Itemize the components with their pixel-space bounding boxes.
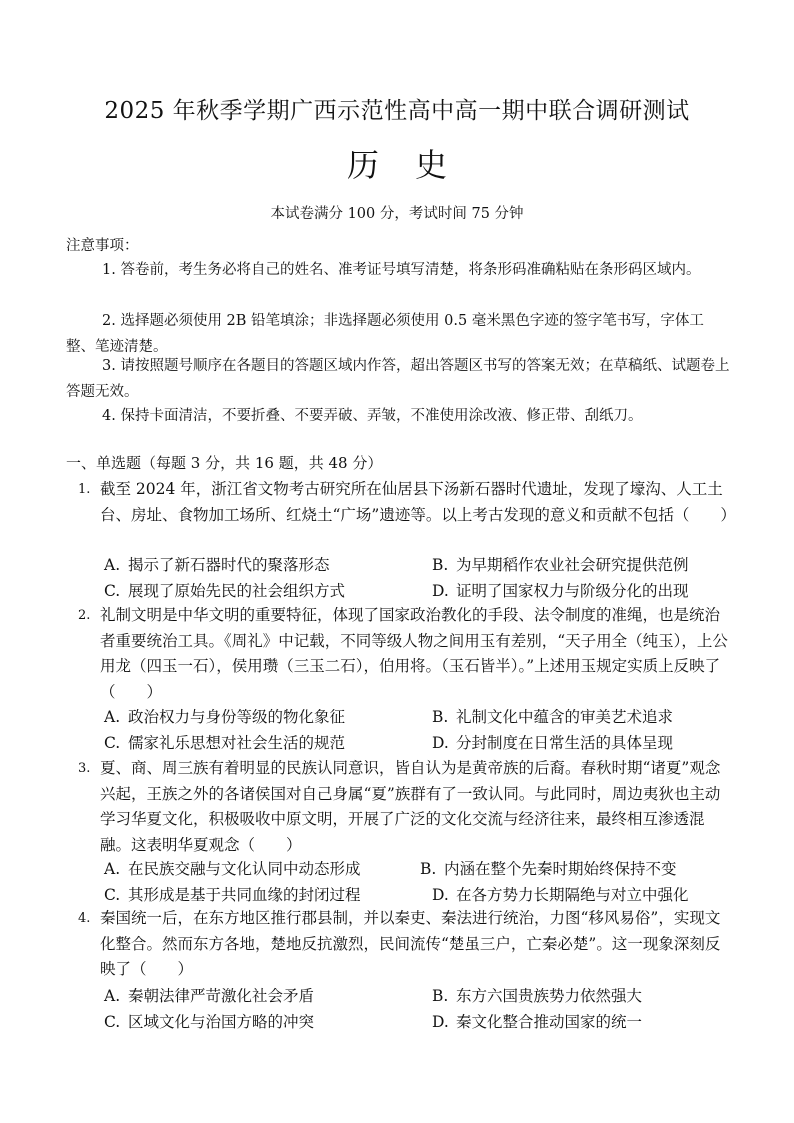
option-letter: A. [104,860,121,878]
option-text: 东方六国贵族势力依然强大 [456,987,643,1005]
option-letter: B. [420,860,437,878]
question-stem: 礼制文明是中华文明的重要特征，体现了国家政治教化的手段、法令制度的准绳，也是统治者重要统治工具。《周礼》中记载，不同等级人物之间用玉有差别，“天子用全（纯玉），上公用龙（四玉一石），侯用瓒（三玉二石），伯用将。（玉石皆半）。”上述用玉规定实质上反映了（ ） [100,606,728,701]
option-b[interactable] [432,553,689,575]
subject-char-1: 历 [346,146,379,184]
option-letter: D. [432,582,449,600]
question-3 [78,756,732,858]
question-4 [78,906,732,983]
option-text: 展现了原始先民的社会组织方式 [128,582,346,600]
question-number: 1. [78,482,91,497]
question-stem: 秦国统一后，在东方地区推行郡县制，并以秦吏、秦法进行统治，力图“移风易俗”，实现文化整合。然而东方各地，楚地反抗激烈，民间流传“楚虽三户，亡秦必楚”。这一现象深刻反映了（ ） [100,909,721,978]
option-letter: C. [104,1013,121,1031]
option-letter: C. [104,582,121,600]
option-a[interactable] [104,705,345,727]
option-letter: C. [104,734,121,752]
option-text: 为早期稻作农业社会研究提供范例 [456,556,689,574]
option-text: 证明了国家权力与阶级分化的出现 [456,582,689,600]
option-a[interactable] [104,857,361,879]
question-number: 3. [78,761,91,776]
option-letter: B. [432,708,449,726]
option-text: 政治权力与身份等级的物化象征 [128,708,346,726]
option-text: 分封制度在日常生活的具体呈现 [456,734,674,752]
question-number: 4. [78,911,91,926]
subject-char-2: 史 [415,146,448,184]
option-text: 礼制文化中蕴含的审美艺术追求 [456,708,674,726]
subject-title [0,140,794,186]
option-c[interactable] [104,1010,314,1032]
option-b[interactable] [432,705,673,727]
question-stem: 夏、商、周三族有着明显的民族认同意识，皆自认为是黄帝族的后裔。春秋时期“诸夏”观念兴起，王族之外的各诸侯国对自己身属“夏”族群有了一致认同。与此同时，周边夷狄也主动学习华夏文化，积极吸收中原文明，开展了广泛的文化交流与经济往来，最终相互渗透混融。这表明华夏观念（ ） [100,759,721,854]
option-text: 在各方势力长期隔绝与对立中强化 [456,886,689,904]
option-text: 秦文化整合推动国家的统一 [456,1013,643,1031]
question-stem: 截至 2024 年，浙江省文物考古研究所在仙居县下汤新石器时代遗址，发现了壕沟、人工土台、房址、食物加工场所、红烧土“广场”遗迹等。以上考古发现的意义和贡献不包括（ ） [100,480,736,524]
option-text: 在民族交融与文化认同中动态形成 [128,860,361,878]
option-c[interactable] [104,883,361,905]
option-text: 内涵在整个先秦时期始终保持不变 [444,860,677,878]
option-letter: B. [432,556,449,574]
option-text: 其形成是基于共同血缘的封闭过程 [128,886,361,904]
option-letter: A. [104,556,121,574]
option-letter: D. [432,886,449,904]
option-text: 儒家礼乐思想对社会生活的规范 [128,734,346,752]
option-c[interactable] [104,731,345,753]
option-a[interactable] [104,553,330,575]
section-heading: 一、单选题（每题 3 分，共 16 题，共 48 分） [66,454,383,472]
option-d[interactable] [432,883,689,905]
question-number: 2. [78,608,91,623]
notice-item: 3. 请按照题号顺序在各题目的答题区域内作答，超出答题区书写的答案无效；在草稿纸、试题卷上答题无效。 [66,358,730,400]
option-a[interactable] [104,984,314,1006]
option-letter: D. [432,1013,449,1031]
option-d[interactable] [432,1010,642,1032]
option-letter: C. [104,886,121,904]
notice-item: 1. 答卷前，考生务必将自己的姓名、准考证号填写清楚，将条形码准确粘贴在条形码区域内。 [102,262,701,278]
option-text: 秦朝法律严苛激化社会矛盾 [128,987,315,1005]
option-text: 揭示了新石器时代的聚落形态 [128,556,330,574]
option-letter: A. [104,708,121,726]
notice-item: 4. 保持卡面清洁，不要折叠、不要弄破、弄皱，不准使用涂改液、修正带、刮纸刀。 [102,408,643,424]
option-d[interactable] [432,579,689,601]
option-b[interactable] [432,984,642,1006]
question-2 [78,603,732,705]
option-letter: B. [432,987,449,1005]
option-text: 区域文化与治国方略的冲突 [128,1013,315,1031]
exam-info: 本试卷满分 100 分，考试时间 75 分钟 [270,206,524,222]
notice-heading: 注意事项： [66,238,139,254]
option-c[interactable] [104,579,345,601]
option-b[interactable] [420,857,677,879]
option-d[interactable] [432,731,673,753]
question-1 [78,477,736,528]
exam-title: 2025 年秋季学期广西示范性高中高一期中联合调研测试 [104,98,690,124]
option-letter: A. [104,987,121,1005]
notice-item: 2. 选择题必须使用 2B 铅笔填涂；非选择题必须使用 0.5 毫米黑色字迹的签字笔书写，字体工整、笔迹清楚。 [66,313,704,355]
option-letter: D. [432,734,449,752]
